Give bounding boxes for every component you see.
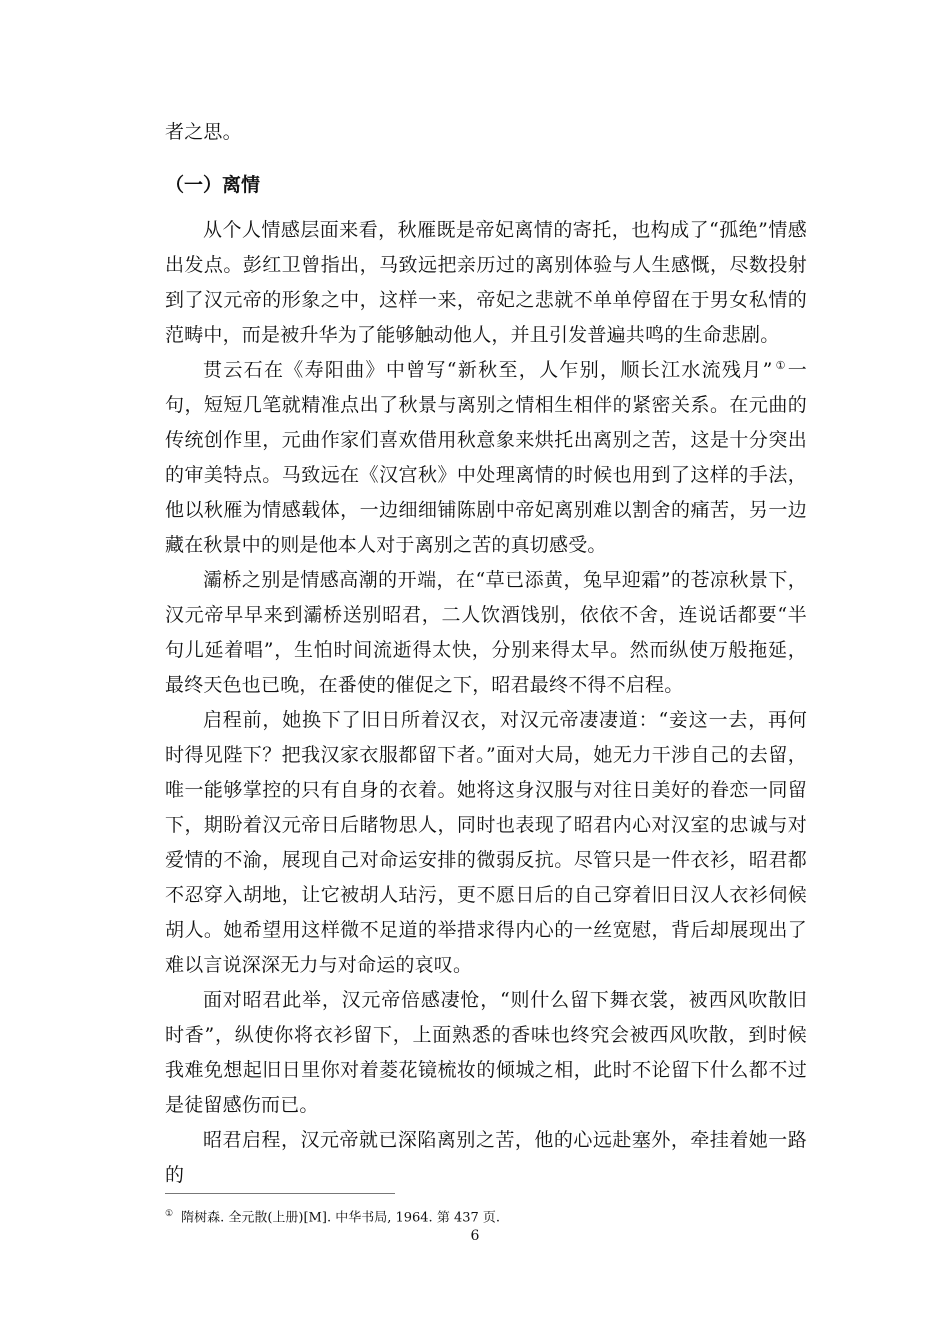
paragraph-1: 从个人情感层面来看，秋雁既是帝妃离情的寄托，也构成了“孤绝”情感出发点。彭红卫曾指出，马致远把亲历过的离别体验与人生感慨，尽数投射到了汉元帝的形象之中，这样一来，帝妃之悲就不单单停留在于男女私情的范畴中，而是被升华为了能够触动他人，并且引发普遍共鸣的生命悲剧。	[165, 219, 807, 346]
section-heading: （一）离情	[165, 174, 261, 196]
paragraph-3: 灞桥之别是情感高潮的开端，在“草已添黄，兔早迎霜”的苍凉秋景下，汉元帝早早来到灞桥送别昭君，二人饮酒饯别，依依不舍，连说话都要“半句儿延着唱”，生怕时间流逝得太快，分别来得太早。然而纵使万般拖延，最终天色也已晚，在番使的催促之下，昭君最终不得不启程。	[165, 569, 807, 696]
continuation-text: 者之思。	[165, 121, 242, 143]
paragraph-4: 启程前，她换下了旧日所着汉衣，对汉元帝凄凄道：“妾这一去，再何时得见陛下？把我汉家衣服都留下者。”面对大局，她无力干涉自己的去留，唯一能够掌控的只有自身的衣着。她将这身汉服与对往日美好的眷恋一同留下，期盼着汉元帝日后睹物思人，同时也表现了昭君内心对汉室的忠诚与对爱情的不渝，展现自己对命运安排的微弱反抗。尽管只是一件衣衫，昭君都不忍穿入胡地，让它被胡人玷污，更不愿日后的自己穿着旧日汉人衣衫伺候胡人。她希望用这样微不足道的举措求得内心的一丝宽慰，背后却展现出了难以言说深深无力与对命运的哀叹。	[165, 709, 807, 976]
paragraph-2	[165, 353, 807, 563]
footnote-mark: ①	[165, 1209, 174, 1219]
footnote-reference[interactable]: ①	[774, 358, 787, 372]
page-number: 6	[470, 1228, 480, 1244]
paragraph-2-text-start: 贯云石在《寿阳曲》中曾写“新秋至，人乍别，顺长江水流残月”	[203, 359, 773, 381]
paragraph-2-text-end: 一句，短短几笔就精准点出了秋景与离别之情相生相伴的紧密关系。在元曲的传统创作里，元曲作家们喜欢借用秋意象来烘托出离别之苦，这是十分突出的审美特点。马致远在《汉宫秋》中处理离情的时候也用到了这样的手法，他以秋雁为情感载体，一边细细铺陈剧中帝妃离别难以割舍的痛苦，另一边藏在秋景中的则是他本人对于离别之苦的真切感受。	[165, 359, 807, 556]
footnote	[165, 1204, 500, 1228]
footnote-text: 隋树森. 全元散(上册)[M]. 中华书局, 1964. 第 437 页.	[181, 1210, 501, 1226]
footnote-divider	[165, 1193, 395, 1194]
paragraph-5: 面对昭君此举，汉元帝倍感凄怆，“则什么留下舞衣裳，被西风吹散旧时香”，纵使你将衣衫留下，上面熟悉的香味也终究会被西风吹散，到时候我难免想起旧日里你对着菱花镜梳妆的倾城之相，此时不论留下什么都不过是徒留感伤而已。	[165, 989, 807, 1116]
paragraph-6: 昭君启程，汉元帝就已深陷离别之苦，他的心远赴塞外，牵挂着她一路的	[165, 1129, 807, 1186]
body-text	[165, 213, 807, 1193]
